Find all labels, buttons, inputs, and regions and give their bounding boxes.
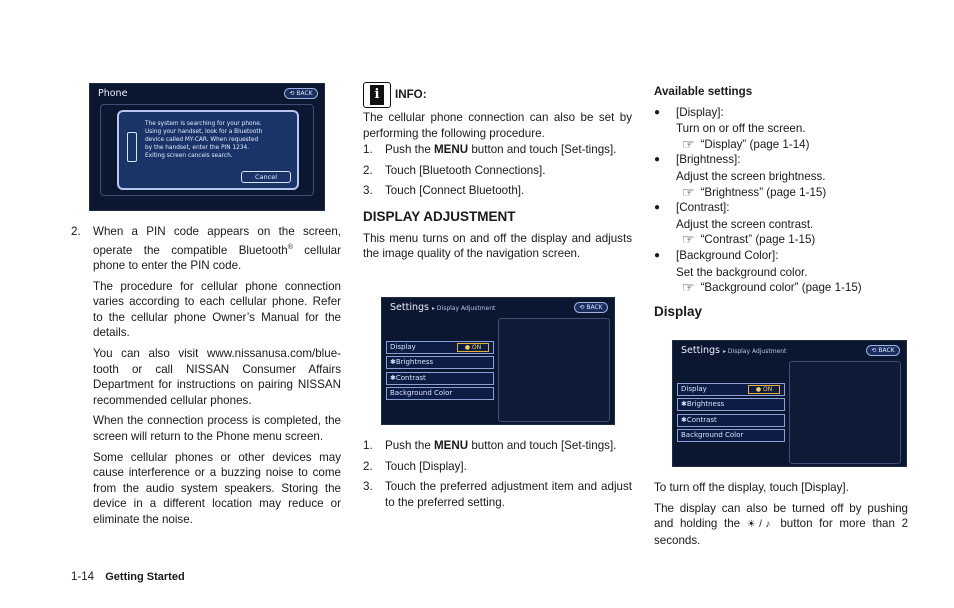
- step-2: 2. Touch [Display].: [363, 459, 467, 473]
- column-2: [363, 82, 632, 262]
- preview-panel: [498, 318, 610, 422]
- column-2-steps: [363, 438, 632, 515]
- paragraph: Some cellular phones or other devices may cause interference or a buzzing noise to come from the audio system speakers. Storing the device in a different location may reduce or eliminate the noise.: [93, 450, 341, 526]
- paragraph: The procedure for cellular phone connection varies according to each cellular phone. Refer to the cellular phone Owner’s Manual for the details.: [93, 279, 341, 340]
- steps-a: [363, 142, 632, 199]
- setting-brightness: ● [Brightness]: Adjust the screen brightness. ☞ “Brightness” (page 1-15): [654, 152, 908, 200]
- back-button: ⟲ BACK: [574, 302, 608, 313]
- step-2: [71, 224, 341, 274]
- section-heading: DISPLAY ADJUSTMENT: [363, 208, 516, 224]
- setting-desc: Adjust the screen brightness.: [676, 169, 826, 183]
- contrast-item: ✱Contrast: [386, 372, 494, 385]
- page-footer: [71, 571, 185, 583]
- back-button: ⟲ BACK: [284, 88, 318, 99]
- search-dialog: [117, 110, 299, 190]
- reference-icon: ☞: [682, 231, 695, 248]
- page-reference: ☞ “Contrast” (page 1-15): [682, 231, 816, 248]
- phone-screen-title: Phone: [98, 88, 128, 99]
- step-text: When a PIN code appears on the screen, operate the compatible Bluetooth® cellular phone to enter the PIN code.: [93, 225, 341, 273]
- setting-desc: Set the background color.: [676, 265, 808, 279]
- settings-screen-image-2: [672, 340, 907, 467]
- phone-screen-image: [89, 83, 325, 211]
- brightness-item: ✱Brightness: [386, 356, 494, 369]
- brightness-item: ✱Brightness: [677, 398, 785, 411]
- setting-display: ● [Display]: Turn on or off the screen. ☞ “Display” (page 1-14): [654, 105, 908, 153]
- contrast-item: ✱Contrast: [677, 414, 785, 427]
- paragraph: You can also visit www.nissanusa.com/blue-tooth or call NISSAN Consumer Affairs Department for instructions on pairing NISSAN recommended cellular phones.: [93, 347, 341, 407]
- info-label: INFO:: [395, 88, 427, 102]
- column-3-bottom: [654, 480, 908, 548]
- on-badge: ● ON: [748, 385, 780, 394]
- settings-title: Settings ▸ Display Adjustment: [681, 345, 787, 356]
- page-reference: ☞ “Background color” (page 1-15): [682, 279, 862, 296]
- background-color-item: Background Color: [677, 429, 785, 442]
- reference-icon: ☞: [682, 279, 695, 296]
- page-reference: ☞ “Brightness” (page 1-15): [682, 183, 827, 200]
- page-number: 1-14: [71, 571, 95, 583]
- step-2: 2. Touch [Bluetooth Connections].: [363, 163, 546, 177]
- setting-desc: Adjust the screen contrast.: [676, 217, 814, 231]
- section-name: Getting Started: [105, 571, 185, 583]
- column-1: [71, 224, 341, 533]
- background-color-item: Background Color: [386, 387, 494, 400]
- display-item: Display ● ON: [386, 341, 494, 354]
- cancel-button: Cancel: [241, 171, 291, 183]
- display-light-icon: ☀/♪: [746, 519, 774, 531]
- paragraph: The display can also be turned off by pushing and holding the ☀/♪ button for more than 2 seconds.: [654, 501, 909, 547]
- available-settings-heading: Available settings: [654, 85, 753, 98]
- display-heading: Display: [654, 303, 703, 319]
- info-text: The cellular phone connection can also be set by performing the following procedure.: [363, 111, 632, 140]
- setting-background-color: ● [Background Color]: Set the background color. ☞ “Background color” (page 1-15): [654, 248, 908, 296]
- step-3: 3. Touch the preferred adjustment item and adjust to the preferred setting.: [363, 480, 632, 509]
- setting-contrast: ● [Contrast]: Adjust the screen contrast. ☞ “Contrast” (page 1-15): [654, 200, 908, 248]
- settings-title: Settings ▸ Display Adjustment: [390, 302, 496, 313]
- info-icon: i: [363, 82, 391, 108]
- paragraph: When the connection process is completed, the screen will return to the Phone menu screen.: [93, 414, 341, 443]
- step-number: 2.: [71, 225, 81, 238]
- step-1: 1. Push the MENU button and touch [Set-tings].: [363, 143, 617, 157]
- display-item: Display ● ON: [677, 383, 785, 396]
- reference-icon: ☞: [682, 135, 695, 152]
- info-header: [363, 82, 632, 108]
- phone-handset-icon: [127, 132, 137, 162]
- back-button: ⟲ BACK: [866, 345, 900, 356]
- setting-desc: Turn on or off the screen.: [676, 122, 806, 136]
- preview-panel: [789, 361, 901, 464]
- settings-screen-image: [381, 297, 615, 425]
- section-description: This menu turns on and off the display and adjusts the image quality of the navigation screen.: [363, 231, 632, 261]
- step-1: 1. Push the MENU button and touch [Set-tings].: [363, 439, 617, 452]
- dialog-message: The system is searching for your phone. Using your handset, look for a Bluetooth device called MY-CAR. When requested by the handset, enter the PIN 1234. Exiting screen cancels search.: [145, 121, 263, 159]
- column-3: [654, 84, 908, 325]
- reference-icon: ☞: [682, 183, 695, 200]
- paragraph: To turn off the display, touch [Display].: [654, 481, 849, 494]
- step-3: 3. Touch [Connect Bluetooth].: [363, 184, 525, 198]
- page-reference: ☞ “Display” (page 1-14): [682, 135, 810, 152]
- on-badge: ● ON: [457, 343, 489, 352]
